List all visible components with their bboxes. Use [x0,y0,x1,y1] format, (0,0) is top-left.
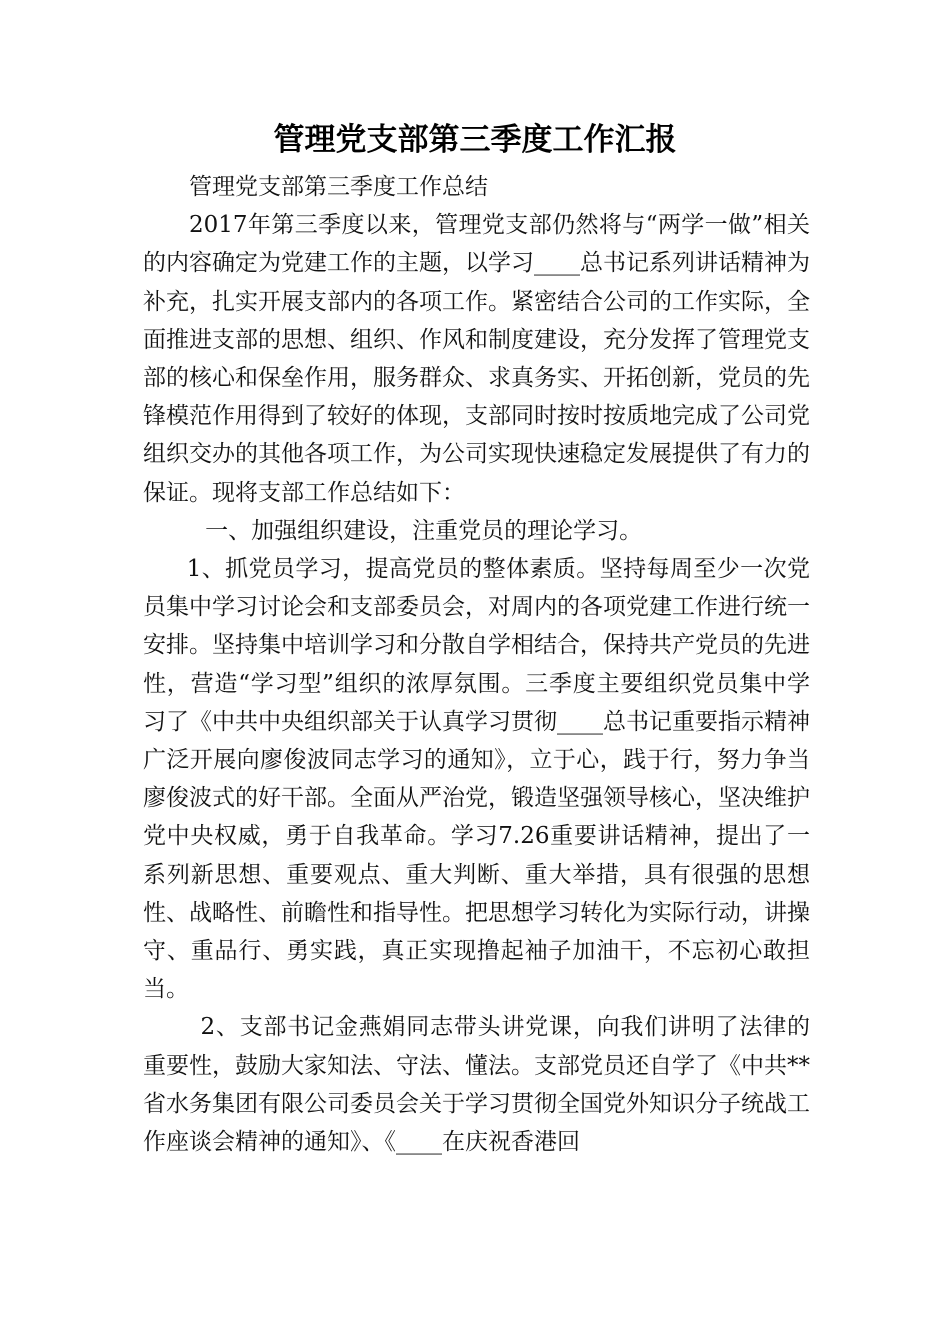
item-2-paragraph: 2、支部书记金燕娟同志带头讲党课，向我们讲明了法律的重要性，鼓励大家知法、守法、懂法。支部党员还自学了《中共**省水务集团有限公司委员会关于学习贯彻全国党外知识分子统战工作座谈会精神的通知》、《____在庆祝香港回 [143,1014,810,1156]
section-heading-1: 一、加强组织建设，注重党员的理论学习。 [205,517,643,544]
subtitle-paragraph: 管理党支部第三季度工作总结 [189,174,488,200]
item-1-paragraph: 1、抓党员学习，提高党员的整体素质。坚持每周至少一次党员集中学习讨论会和支部委员会，对周内的各项党建工作进行统一安排。坚持集中培训学习和分散自学相结合，保持共产党员的先进性，营造“学习型”组织的浓厚氛围。三季度主要组织党员集中学习了《中共中央组织部关于认真学习贯彻____总书记重要指示精神广泛开展向廖俊波同志学习的通知》，立于心，践于行，努力争当廖俊波式的好干部。全面从严治党，锻造坚强领导核心，坚决维护党中央权威，勇于自我革命。学习7.26重要讲话精神，提出了一系列新思想、重要观点、重大判断、重大举措，具有很强的思想性、战略性、前瞻性和指导性。把思想学习转化为实际行动，讲操守、重品行、勇实践，真正实现撸起袖子加油干，不忘初心敢担当。 [143,556,810,1003]
intro-paragraph: 2017年第三季度以来，管理党支部仍然将与“两学一做”相关的内容确定为党建工作的主题，以学习____总书记系列讲话精神为补充，扎实开展支部内的各项工作。紧密结合公司的工作实际，全面推进支部的思想、组织、作风和制度建设，充分发挥了管理党支部的核心和保垒作用，服务群众、求真务实、开拓创新，党员的先锋模范作用得到了较好的体现，支部同时按时按质地完成了公司党组织交办的其他各项工作，为公司实现快速稳定发展提供了有力的保证。现将支部工作总结如下： [143,212,810,506]
document-title: 管理党支部第三季度工作汇报 [273,122,677,158]
document-body [143,168,810,1161]
